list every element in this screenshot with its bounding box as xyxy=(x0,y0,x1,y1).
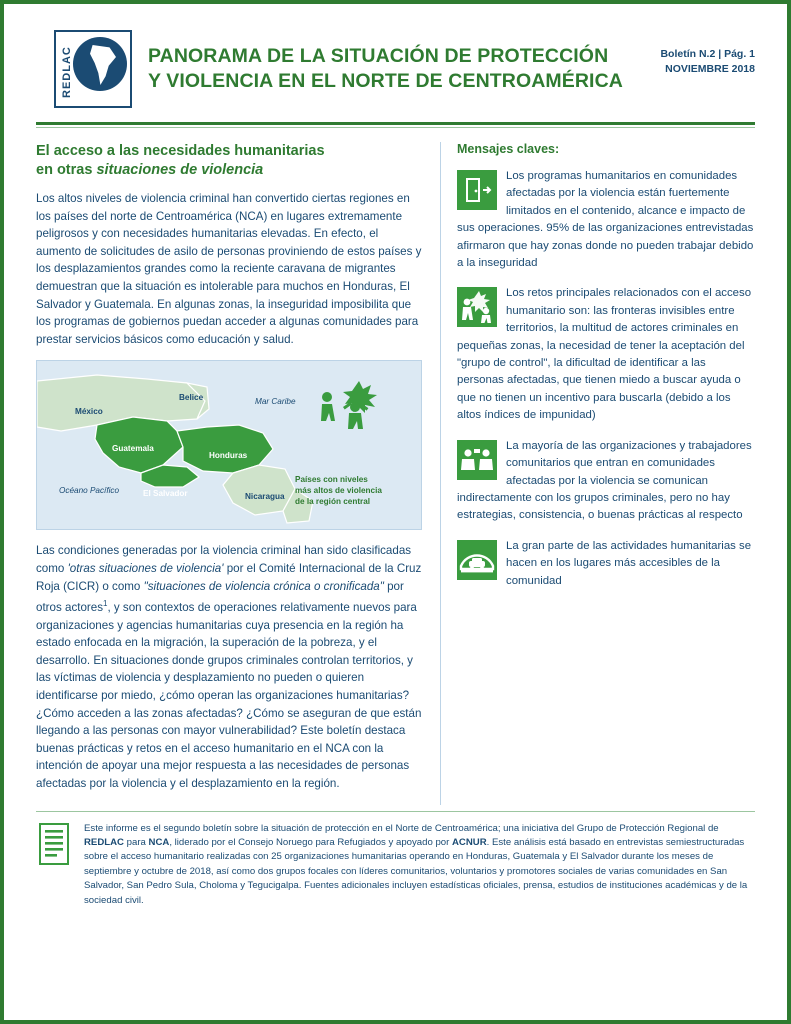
key-messages-column xyxy=(440,142,755,805)
bulletin-date: NOVIEMBRE 2018 xyxy=(665,63,755,75)
key-message-text: La gran parte de las actividades humanitarias se hacen en los lugares más accesibles de la comunidad xyxy=(506,539,752,587)
map-label-guatemala: Guatemala xyxy=(112,444,154,454)
map-label-caribbean-sea: Mar Caribe xyxy=(255,397,296,407)
redlac-logo xyxy=(54,30,132,108)
section-title-line-2-plain: en otras xyxy=(36,162,97,178)
header-rule xyxy=(36,122,755,125)
p2-part-d: , y son contextos de operaciones relativamente nuevos para organizaciones y agencias humanitarias cuya presencia en la región ha estado enfocada en la migración, la superación de la pobreza, y el desarrollo. En situaciones donde grupos criminales controlan territorios, y las víctimas de violencia y desplazamiento no pueden o quieren identificarse por miedo, ¿cómo operan las organizaciones humanitarias? ¿Cómo acceden a las zonas afectadas? ¿Cómo se aseguran de que están llegando a las personas con mayor vulnerabilidad? Este boletín destaca buenas prácticas y retos en el acceso humanitario en el NCA con la intención de apoyar una mejor respuesta a las necesidades de personas afectadas por la violencia y el desplazamiento en la región. xyxy=(36,600,422,790)
map-legend-line-3: de la región central xyxy=(295,497,371,507)
key-message-text: La mayoría de las organizaciones y trabajadores comunitarios que entran en comunidades afectadas por la violencia se comunican indirectamente con los grupos criminales, pero no hay estrategias, consistencia, o buenas prácticas al respecto xyxy=(457,439,752,522)
header-meta xyxy=(660,47,755,91)
footer-part-e: , liderado por el Consejo Noruego para Refugiados y apoyado por xyxy=(169,836,452,848)
footer-text xyxy=(84,822,755,908)
footnote-marker: 1 xyxy=(103,599,108,609)
footer-acnur: ACNUR xyxy=(452,836,487,848)
map-label-mexico: México xyxy=(75,407,103,417)
page-inner xyxy=(8,8,783,1016)
footer-part-c: para xyxy=(123,836,149,848)
p2-part-c: por otros actores xyxy=(36,579,404,614)
page-header xyxy=(8,8,783,118)
footer-part-g: . Este análisis está basado en entrevistas semiestructuradas sobre el acceso humanitario realizadas con 25 organizaciones humanitarias operando en Honduras, Guatemala y El Salvador durante los meses de septiembre y octubre de 2018, así como dos grupos focales con líderes comunitarios, voluntarios y promotores sociales de varias comunidades en San Salvador, San Pedro Sula, Choloma y Tegucigalpa. Fuentes adicionales incluyen estadísticas oficiales, prensa, estudios de instituciones académicas y de la sociedad civil. xyxy=(84,836,748,906)
map-label-nicaragua: Nicaragua xyxy=(245,492,285,502)
logo-wordmark: REDLAC xyxy=(61,46,73,98)
p2-italic-1: 'otras situaciones de violencia' xyxy=(67,561,224,575)
key-message-text: Los programas humanitarios en comunidades afectadas por la violencia están fuertemente limitados en el contenido, alcance e impacto de sus operaciones. 95% de las organizaciones entrevistadas afirmaron que hay zonas donde no pueden trabajar debido a la inseguridad xyxy=(457,170,754,270)
map-label-el-salvador: El Salvador xyxy=(143,489,188,499)
map-label-belize: Belice xyxy=(179,393,204,403)
map-legend-line-1: Países con niveles xyxy=(295,475,368,485)
bulletin-number: Boletín N.2 | Pág. 1 xyxy=(660,48,755,60)
footer-nca: NCA xyxy=(148,836,170,848)
key-message-item xyxy=(457,438,755,525)
paragraph-1: Los altos niveles de violencia criminal han convertido ciertas regiones en los países del norte de Centroamérica (NCA) en lugares extremamente peligrosos y con necesidades humanitarias elevadas. En efecto, el aumento de solicitudes de asilo de personas proviniendo de estos países y los desplazamientos grandes como la reciente caravana de migrantes demuestran que la situación es intolerable para muchos en Honduras, El Salvador y Guatemala. En algunas zonas, la inseguridad imposibilita que los programas de gobiernos puedan acceder a algunas comunidades para prestar servicios básicos como educación y salud. xyxy=(36,192,422,346)
main-column xyxy=(36,142,440,805)
exit-door-icon xyxy=(457,170,497,210)
section-title xyxy=(36,142,422,180)
footer-note xyxy=(36,811,755,908)
violence-illustration-icon xyxy=(315,377,385,435)
title-line-2: Y VIOLENCIA EN EL NORTE DE CENTROAMÉRICA xyxy=(148,70,623,92)
map-label-pacific-ocean: Océano Pacífico xyxy=(59,486,120,496)
map-legend-line-2: más altos de violencia xyxy=(295,486,382,496)
p2-part-b: por el Comité Internacional de la Cruz Roja (CICR) o como xyxy=(36,561,422,593)
two-people-talking-icon xyxy=(457,440,497,480)
violence-people-icon xyxy=(457,287,497,327)
bridge-vehicle-icon xyxy=(457,540,497,580)
key-messages-title: Mensajes claves: xyxy=(457,142,560,156)
region-map xyxy=(36,360,422,530)
key-message-item xyxy=(457,168,755,272)
paragraph-2 xyxy=(36,542,422,792)
document-list-icon xyxy=(36,822,72,866)
footer-redlac: REDLAC xyxy=(84,836,124,848)
map-legend xyxy=(295,474,413,507)
key-message-item xyxy=(457,285,755,424)
p2-part-a: Las condiciones generadas por la violencia criminal han sido clasificadas como xyxy=(36,544,412,575)
section-title-line-1: El acceso a las necesidades humanitarias xyxy=(36,143,325,159)
page-body xyxy=(8,128,783,805)
title-line-1: PANORAMA DE LA SITUACIÓN DE PROTECCIÓN xyxy=(148,45,609,67)
map-label-honduras: Honduras xyxy=(209,451,248,461)
section-title-line-2-italic: situaciones de violencia xyxy=(96,162,264,178)
key-message-text: Los retos principales relacionados con el acceso humanitario son: las fronteras invisibles entre territorios, la multitud de actores criminales en pequeñas zonas, la necesidad de tener la aceptación del "grupo de control", la dificultad de identificar a las personas afectadas, que tienen miedo a buscar ayuda o que no tienen un incentivo para buscarla (debido a los altos índices de impunidad) xyxy=(457,287,752,422)
footer-part-a: Este informe es el segundo boletín sobre la situación de protección en el Norte de Centroamérica; una iniciativa del Grupo de Protección Regional de xyxy=(84,822,719,834)
p2-italic-2: "situaciones de violencia crónica o cronificada" xyxy=(143,579,384,593)
key-message-item xyxy=(457,538,755,590)
page-title xyxy=(132,44,660,94)
